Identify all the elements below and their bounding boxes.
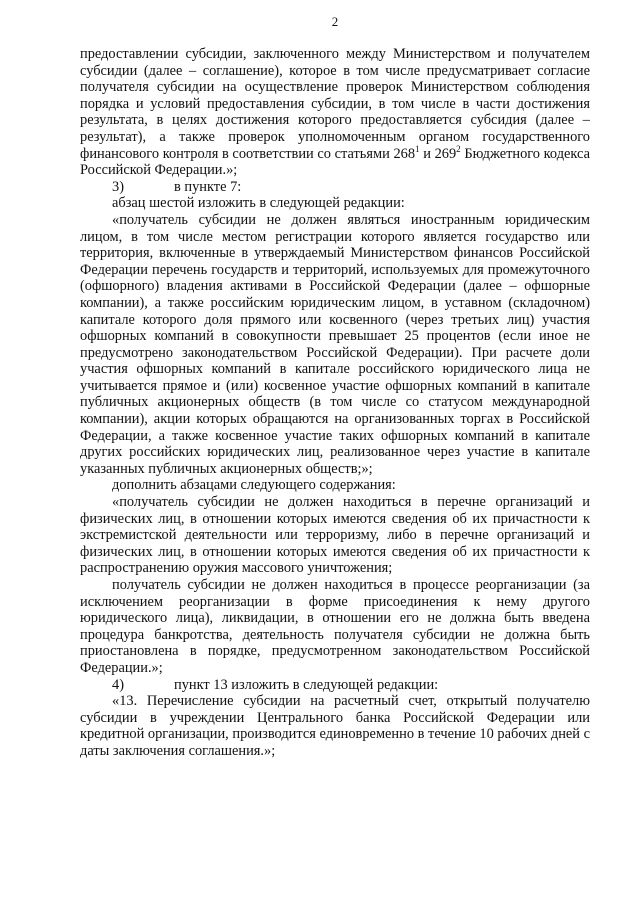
- paragraph-offshore-quote: «получатель субсидии не должен являться иностранным юридическим лицом, в том числе местом регистрации которого является государство или территория, включенные в утверждаемый Министерством финансов Российской Федерации перечень государств и территорий, используемых для промежуточного (офшорного) владения активами в Российской Федерации (далее – офшорные компании), а также российским юридическим лицом, в уставном (складочном) капитале которого доля прямого или косвенного (через третьих лиц) участия офшорных компаний в совокупности превышает 25 процентов (если иное не предусмотрено законодательством Российской Федерации). При расчете доли участия офшорных компаний в капитале российского юридического лица не учитывается прямое и (или) косвенное участие офшорных компаний в капитале публичных акционерных обществ (в том числе со статусом международной компании), акции которых обращаются на организованных торгах в Российской Федерации, а также косвенное участие таких офшорных компаний в капитале других российских юридических лиц, реализованное через участие в капитале указанных публичных акционерных обществ;»;: [80, 211, 590, 477]
- paragraph-add-abzacs: дополнить абзацами следующего содержания:: [112, 477, 396, 494]
- superscript-2: 2: [456, 143, 461, 154]
- paragraph-agreement-text-a: предоставлении субсидии, заключенного между Министерством и получателем субсидии (далее – соглашение), которое в том числе предусматривает согласие получателя субсидии на осуществление проверок Министерством соблюдения порядка и условий предоставления субсидии, в том числе в части достижения результата, в целях достижения которого предоставляется субсидия (далее – результат), а также проверок уполномоченным органом государственного финансового контроля в соответствии со статьями 268: [80, 46, 590, 162]
- paragraph-agreement-text-c: Бюджетного кодекса Российской Федерации.»;: [80, 145, 590, 179]
- list-item-3: [80, 179, 590, 196]
- page-number: 2: [331, 14, 339, 29]
- paragraph-agreement: [80, 46, 590, 179]
- paragraph-extremism-quote: «получатель субсидии не должен находиться в перечне организаций и физических лиц, в отношении которых имеются сведения об их причастности к экстремистской деятельности или терроризму, либо в перечне организаций и физических лиц, в отношении которых имеются сведения об их причастности к распространению оружия массового уничтожения;: [80, 494, 590, 577]
- paragraph-reorganization: получатель субсидии не должен находиться в процессе реорганизации (за исключением реорганизации в форме присоединения к нему другого юридического лица), ликвидации, в отношении его не должна быть введена процедура банкротства, деятельность получателя субсидии не должна быть приостановлена в порядке, предусмотренном законодательством Российской Федерации.»;: [80, 577, 590, 676]
- list-item-3-number: 3): [112, 178, 124, 195]
- list-item-4: [80, 677, 590, 694]
- list-item-4-number: 4): [112, 676, 124, 693]
- paragraph-abzac-6: абзац шестой изложить в следующей редакции:: [112, 195, 405, 212]
- list-item-3-text: в пункте 7:: [174, 178, 242, 195]
- superscript-1: 1: [415, 143, 420, 154]
- paragraph-agreement-text-b: и 269: [419, 145, 457, 162]
- paragraph-punkt-13: «13. Перечисление субсидии на расчетный счет, открытый получателю субсидии в учреждении Центрального банка Российской Федерации или кредитной организации, производится единовременно в течение 10 рабочих дней с даты заключения соглашения.»;: [80, 693, 590, 759]
- list-item-4-text: пункт 13 изложить в следующей редакции:: [174, 676, 439, 693]
- document-page: [80, 14, 590, 760]
